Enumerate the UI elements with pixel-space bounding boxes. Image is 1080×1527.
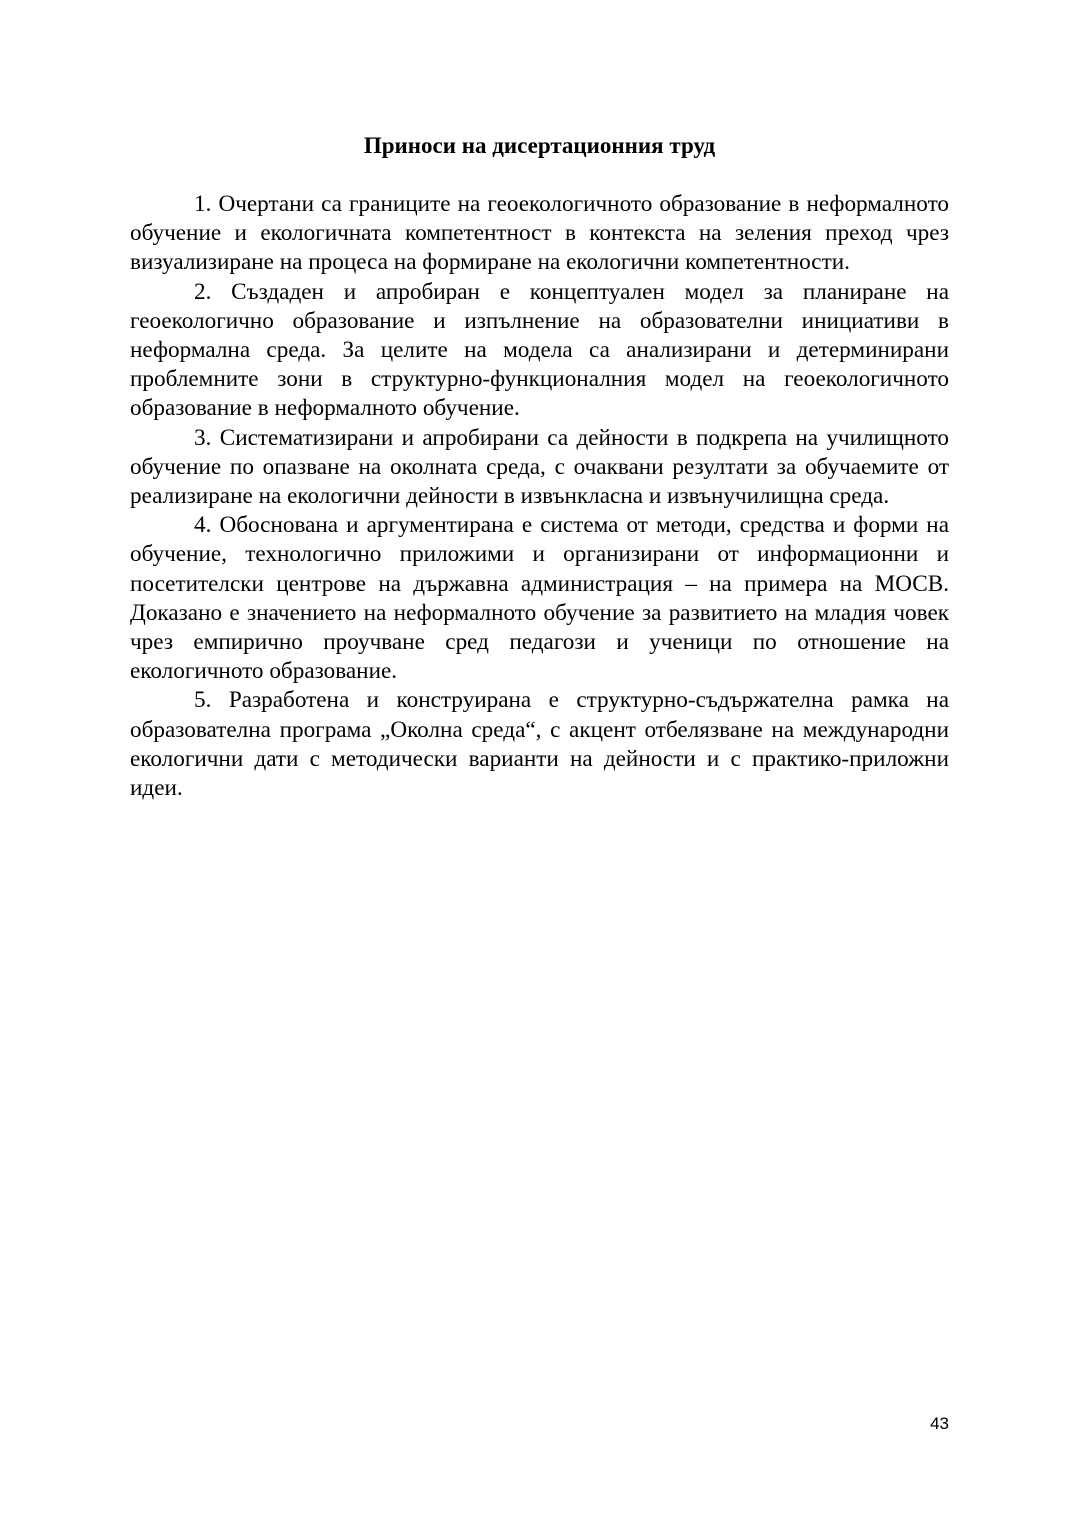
page-title: Приноси на дисертационния труд	[363, 133, 716, 158]
page-number: 43	[930, 1414, 949, 1433]
contribution-paragraph-5: 5. Разработена и конструирана е структурно-съдържателна рамка на образователна програма „Околна среда“, с акцент отбелязване на международни екологични дати с методически варианти на дейности и с практико-приложни идеи.	[130, 687, 949, 802]
contributions-list	[130, 190, 949, 803]
contribution-paragraph-3: 3. Систематизирани и апробирани са дейности в подкрепа на училищното обучение по опазване на околната среда, с очаквани резултати за обучаемите от реализиране на екологични дейности в извънкласна и извънучилищна среда.	[130, 424, 949, 510]
contribution-paragraph-1: 1. Очертани са границите на геоекологичното образование в неформалното обучение и екологичната компетентност в контекста на зеления преход чрез визуализиране на процеса на формиране на екологични компетентности.	[130, 191, 949, 276]
contribution-paragraph-4: 4. Обоснована и аргументирана е система от методи, средства и форми на обучение, технологично приложими и организирани от информационни и посетителски центрове на държавна администрация – на примера на МОСВ. Доказано е значението на неформалното обучение за развитието на младия човек чрез емпирично проучване сред педагози и ученици по отношение на екологичното образование.	[130, 512, 949, 685]
contribution-paragraph-2: 2. Създаден и апробиран е концептуален модел за планиране на геоекологично образование и изпълнение на образователни инициативи в неформална среда. За целите на модела са анализирани и детерминирани проблемните зони в структурно-функционалния модел на геоекологичното образование в неформалното обучение.	[130, 278, 949, 422]
